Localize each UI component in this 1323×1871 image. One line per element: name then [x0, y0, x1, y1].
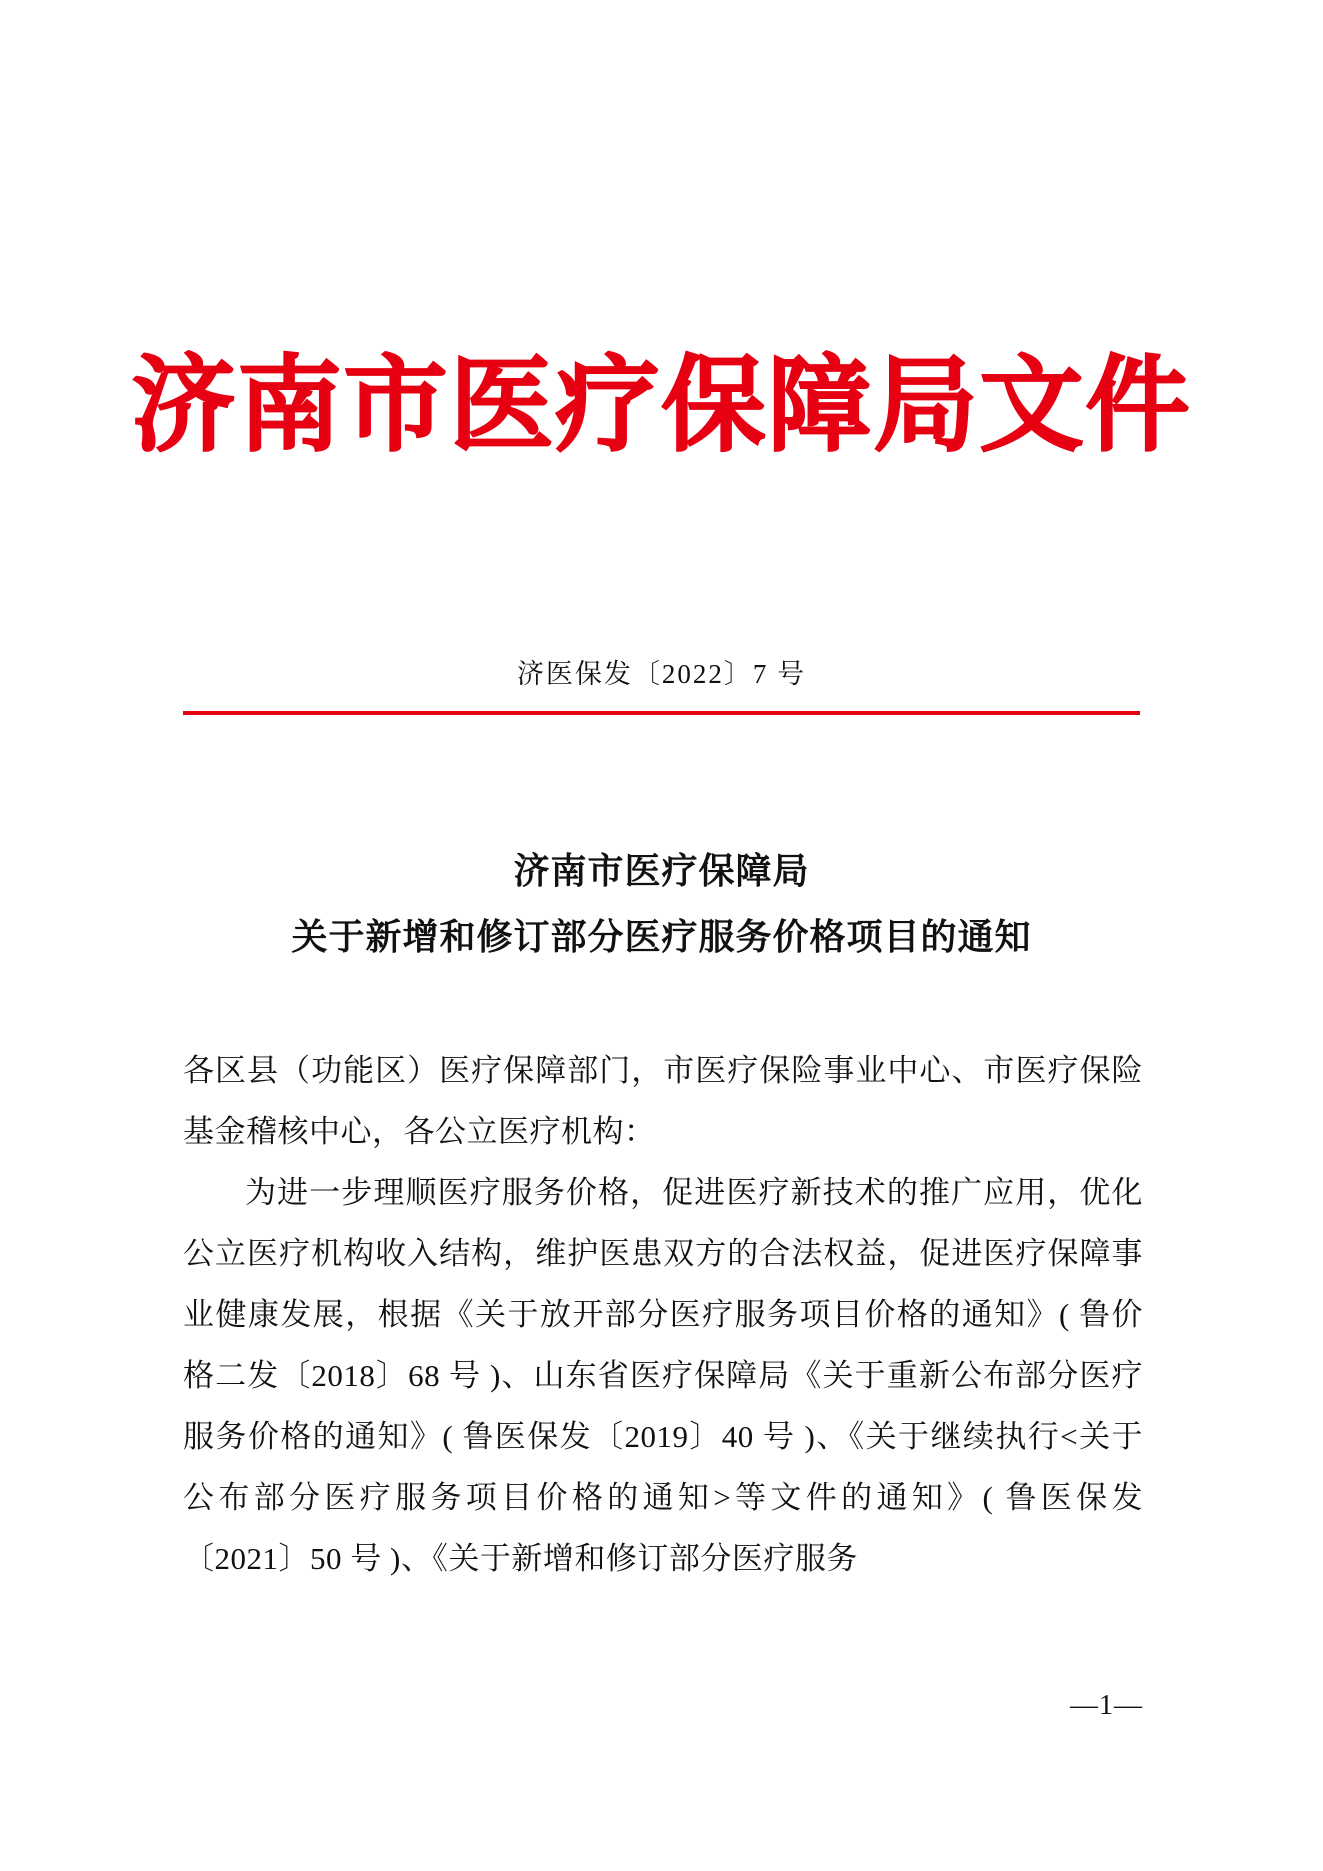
- masthead: [0, 345, 1323, 465]
- red-divider-rule: [183, 711, 1140, 715]
- document-number: 济医保发〔2022〕7 号: [516, 659, 807, 689]
- issuer-title: 济南市医疗保障局: [513, 850, 810, 892]
- salutation-paragraph: 各区县（功能区）医疗保障部门，市医疗保险事业中心、市医疗保险基金稽核中心，各公立医疗机构：: [183, 1053, 1143, 1149]
- masthead-title: 济南市医疗保障局文件: [131, 343, 1192, 466]
- title-block: [0, 838, 1323, 970]
- page-number: —1—: [1070, 1690, 1143, 1721]
- document-body: [183, 1040, 1143, 1589]
- body-paragraph: 为进一步理顺医疗服务价格，促进医疗新技术的推广应用，优化公立医疗机构收入结构，维护医患双方的合法权益，促进医疗保障事业健康发展，根据《关于放开部分医疗服务项目价格的通知》( 鲁价格二发〔2018〕68 号 )、山东省医疗保障局《关于重新公布部分医疗服务价格的通知》( 鲁医保发〔2019〕40 号 )、《关于继续执行<关于公布部分医疗服务项目价格的通知>等文件的通知》( 鲁医保发〔2021〕50 号 )、《关于新增和修订部分医疗服务: [183, 1175, 1143, 1576]
- document-title: 关于新增和修订部分医疗服务价格项目的通知: [291, 916, 1032, 958]
